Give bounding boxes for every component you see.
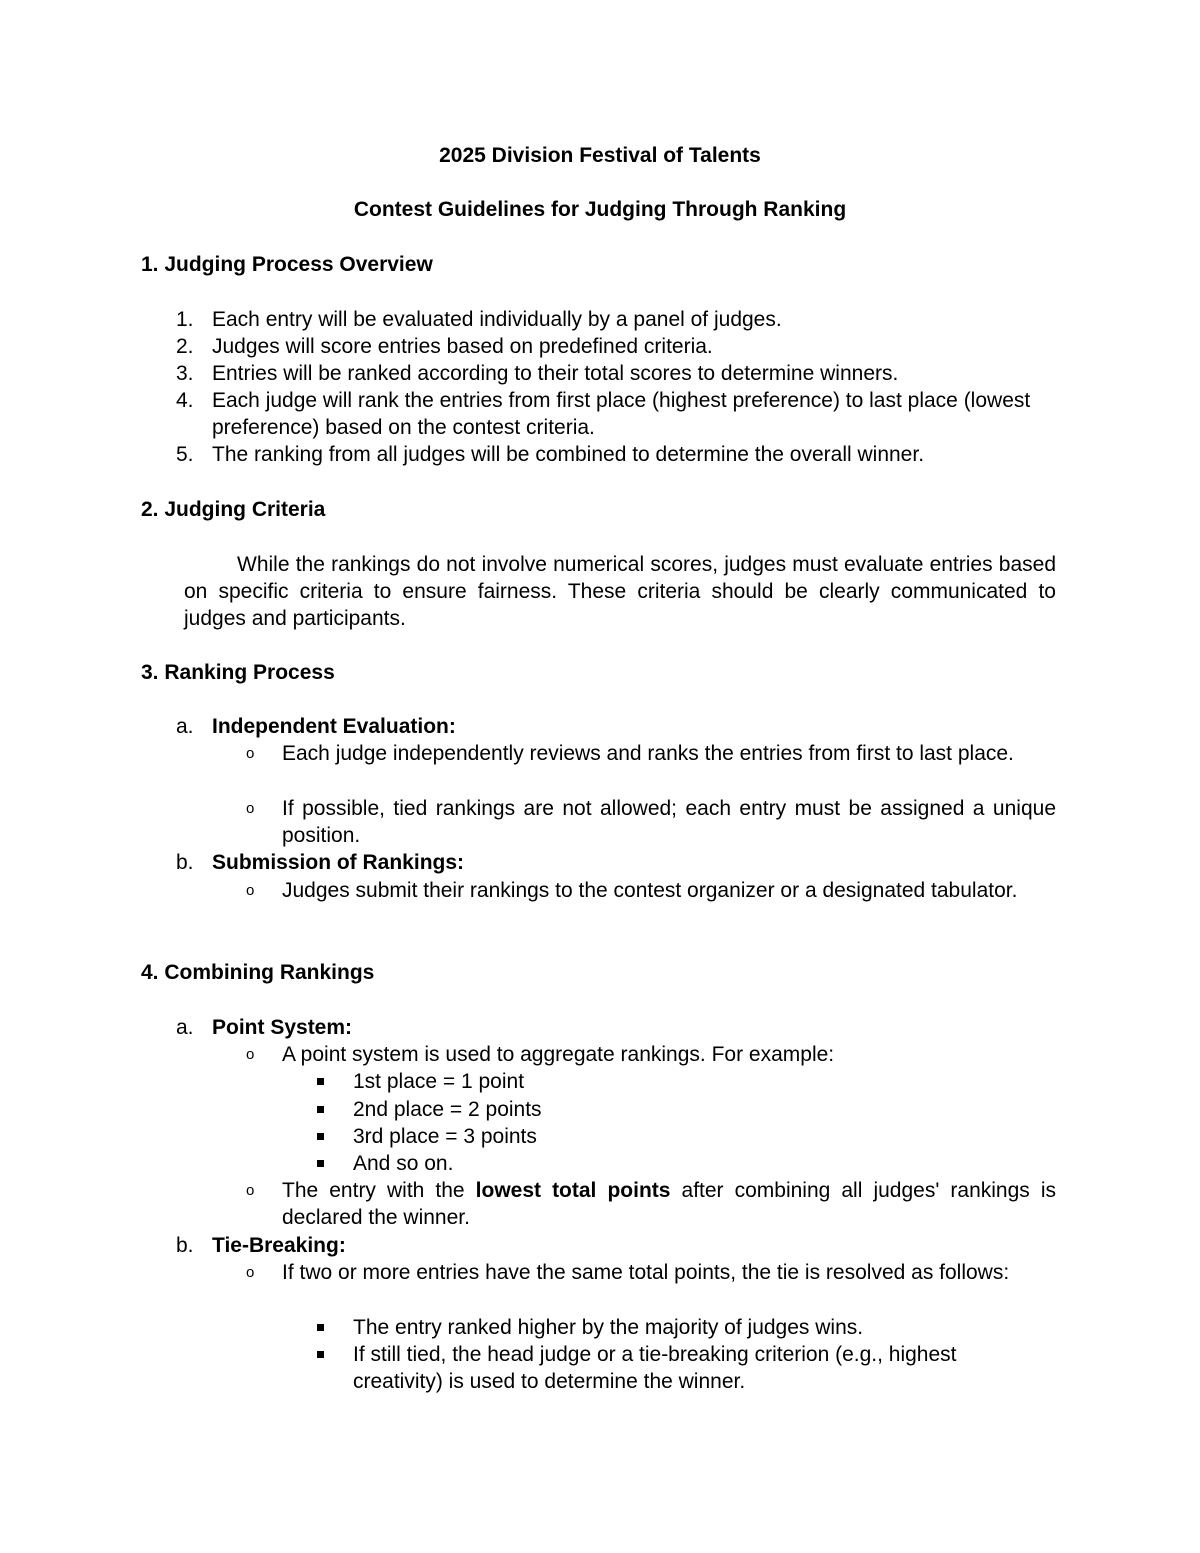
section-3-heading: 3. Ranking Process [141, 661, 335, 684]
document-subtitle: Contest Guidelines for Judging Through Ranking [353, 198, 847, 221]
circle-bullet-icon: o [246, 1046, 255, 1063]
list-item [246, 1177, 1056, 1231]
circle-bullet-icon: o [246, 800, 255, 817]
square-bullet-icon [317, 1106, 324, 1113]
list-item-number: 5. [176, 443, 194, 466]
bullet-text: If two or more entries have the same total points, the tie is resolved as follows: [282, 1261, 1010, 1284]
bullet-text: Judges submit their rankings to the contest organizer or a designated tabulator. [282, 879, 1018, 902]
list-item [316, 1314, 1056, 1341]
tie-rule-text: If still tied, the head judge or a tie-breaking criterion (e.g., highest creativity) is used to determine the winner. [353, 1343, 957, 1393]
bullet-text-post: after combining all judges' rankings is declared the winner. [282, 1179, 1056, 1229]
section-1-heading: 1. Judging Process Overview [141, 253, 433, 276]
bullet-text-pre: The entry with the [282, 1179, 476, 1202]
subsection-label: Point System: [212, 1016, 353, 1039]
subsection-submission-of-rankings [176, 849, 1056, 876]
circle-bullet-icon: o [246, 882, 255, 899]
list-item [176, 441, 1056, 468]
point-rule-text: And so on. [353, 1152, 454, 1175]
subsection-point-system [176, 1014, 1056, 1041]
point-rule-text: 2nd place = 2 points [353, 1098, 542, 1121]
square-bullet-icon [317, 1324, 324, 1331]
square-bullet-icon [317, 1351, 324, 1358]
list-item-number: 2. [176, 335, 194, 358]
subsection-label: Submission of Rankings: [212, 851, 465, 874]
list-item-text: Judges will score entries based on predefined criteria. [212, 335, 713, 358]
list-item [316, 1123, 1056, 1150]
tie-rule-text: The entry ranked higher by the majority of judges wins. [353, 1316, 864, 1339]
subsection-label: Independent Evaluation: [212, 715, 456, 738]
list-item-number: 1. [176, 308, 194, 331]
list-item [246, 1041, 1056, 1068]
subsection-label: Tie-Breaking: [212, 1234, 346, 1257]
list-item [246, 1259, 1056, 1286]
list-item [176, 387, 1056, 441]
point-rule-text: 1st place = 1 point [353, 1070, 525, 1093]
square-bullet-icon [317, 1160, 324, 1167]
list-item [176, 333, 1056, 360]
list-item [246, 795, 1056, 849]
subsection-letter: b. [176, 1234, 194, 1257]
list-item [176, 306, 1056, 333]
list-item [316, 1068, 1056, 1095]
circle-bullet-icon: o [246, 745, 255, 762]
list-item [246, 740, 1056, 767]
section-4-heading: 4. Combining Rankings [141, 961, 375, 984]
subsection-letter: a. [176, 715, 194, 738]
list-item-number: 4. [176, 389, 194, 412]
circle-bullet-icon: o [246, 1182, 255, 1199]
list-item-text: Entries will be ranked according to their total scores to determine winners. [212, 362, 899, 385]
subsection-tie-breaking [176, 1232, 1056, 1259]
list-item-number: 3. [176, 362, 194, 385]
bullet-text: Each judge independently reviews and ranks the entries from first to last place. [282, 742, 1014, 765]
list-item-text: Each entry will be evaluated individually by a panel of judges. [212, 308, 782, 331]
document-title: 2025 Division Festival of Talents [439, 144, 761, 167]
bullet-text-bold: lowest total points [475, 1179, 671, 1202]
list-item [176, 360, 1056, 387]
bullet-text [282, 1177, 1056, 1231]
subsection-independent-evaluation [176, 713, 1056, 740]
subsection-letter: a. [176, 1016, 194, 1039]
list-item [316, 1150, 1056, 1177]
circle-bullet-icon: o [246, 1264, 255, 1281]
list-item [316, 1096, 1056, 1123]
point-rule-text: 3rd place = 3 points [353, 1125, 537, 1148]
subsection-letter: b. [176, 851, 194, 874]
bullet-text: A point system is used to aggregate rankings. For example: [282, 1043, 835, 1066]
square-bullet-icon [317, 1078, 324, 1085]
list-item-text: Each judge will rank the entries from first place (highest preference) to last place (lowest preference) based on the contest criteria. [212, 389, 1031, 439]
list-item [246, 877, 1056, 904]
bullet-text: If possible, tied rankings are not allowed; each entry must be assigned a unique position. [282, 797, 1056, 847]
criteria-paragraph: While the rankings do not involve numerical scores, judges must evaluate entries based on specific criteria to ensure fairness. These criteria should be clearly communicated to judges and participants. [184, 553, 1056, 630]
section-2-heading: 2. Judging Criteria [141, 498, 326, 521]
list-item [316, 1341, 1056, 1395]
list-item-text: The ranking from all judges will be combined to determine the overall winner. [212, 443, 925, 466]
square-bullet-icon [317, 1133, 324, 1140]
